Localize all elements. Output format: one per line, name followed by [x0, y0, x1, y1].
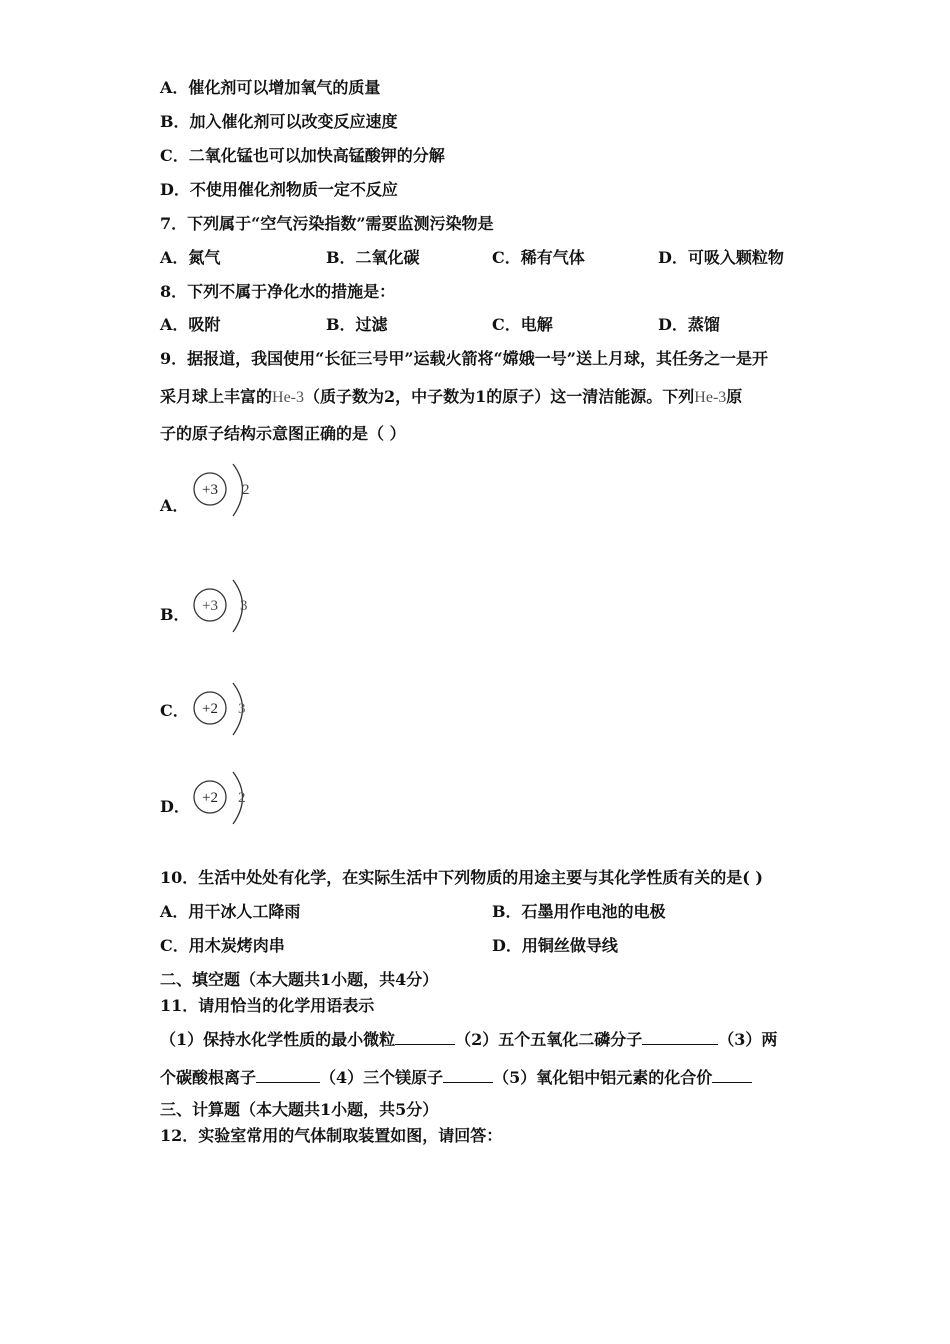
q6-option-b: B．加入催化剂可以改变反应速度 — [160, 112, 398, 131]
q8-stem: 8．下列不属于净化水的措施是： — [160, 282, 396, 301]
nucleus-charge: +3 — [202, 598, 218, 614]
he3-term: He-3 — [272, 389, 304, 406]
atom-diagram-d — [190, 766, 260, 828]
he3-term: He-3 — [694, 389, 727, 406]
q7-option-d: D．可吸入颗粒物 — [658, 248, 784, 267]
atom-diagram-a — [190, 458, 260, 520]
q9-line2-part-c: 原 — [726, 387, 743, 406]
q8-option-a: A．吸附 — [160, 315, 221, 334]
q9-option-b-label: B． — [160, 605, 190, 624]
q11-part1: （1）保持水化学性质的最小微粒 — [160, 1030, 396, 1049]
q11-line1 — [160, 1030, 777, 1050]
q11-part3: （3）两 — [718, 1030, 778, 1049]
electron-count: 3 — [240, 598, 248, 614]
answer-blank-4[interactable] — [443, 1068, 493, 1083]
nucleus-charge: +3 — [202, 482, 218, 498]
q10-option-d: D．用铜丝做导线 — [492, 936, 618, 955]
answer-blank-2[interactable] — [642, 1030, 718, 1045]
q10-option-c: C．用木炭烤肉串 — [160, 936, 285, 955]
q10-option-b: B．石墨用作电池的电极 — [492, 902, 666, 921]
q9-stem-line2 — [160, 387, 742, 408]
q9-option-c-label: C． — [160, 701, 189, 720]
q11-part5: （5）氧化铝中铝元素的化合价 — [493, 1068, 713, 1087]
q11-part4: （4）三个镁原子 — [320, 1068, 444, 1087]
q9-stem-line1: 9．据报道，我国使用“长征三号甲”运载火箭将“嫦娥一号”送上月球，其任务之一是开 — [160, 349, 768, 368]
q10-option-a: A．用干冰人工降雨 — [160, 902, 301, 921]
answer-blank-1[interactable] — [395, 1030, 455, 1045]
q6-option-c: C．二氧化锰也可以加快高锰酸钾的分解 — [160, 146, 445, 165]
q9-line2-part-a: 采月球上丰富的 — [160, 387, 273, 406]
nucleus-charge: +2 — [202, 701, 218, 717]
q7-option-c: C．稀有气体 — [492, 248, 585, 267]
answer-blank-5[interactable] — [712, 1068, 752, 1083]
answer-blank-3[interactable] — [256, 1068, 320, 1083]
electron-count: 2 — [238, 790, 246, 806]
q6-option-d: D．不使用催化剂物质一定不反应 — [160, 180, 398, 199]
q9-line2-part-b: （质子数为2，中子数为1的原子）这一清洁能源。下列 — [304, 387, 695, 406]
atom-diagram-b — [190, 574, 260, 636]
q11-line2 — [160, 1068, 752, 1088]
nucleus-charge: +2 — [202, 790, 218, 806]
q9-option-a-label: A． — [160, 496, 189, 515]
q7-option-b: B．二氧化碳 — [326, 248, 420, 267]
electron-count: 2 — [242, 482, 250, 498]
q9-stem-line3: 子的原子结构示意图正确的是（ ） — [160, 424, 406, 443]
q11-stem: 11．请用恰当的化学用语表示 — [160, 996, 375, 1015]
electron-count: 3 — [238, 701, 246, 717]
q10-stem: 10．生活中处处有化学，在实际生活中下列物质的用途主要与其化学性质有关的是( ) — [160, 868, 763, 887]
q8-option-d: D．蒸馏 — [658, 315, 720, 334]
q7-option-a: A．氮气 — [160, 248, 221, 267]
q8-option-b: B．过滤 — [326, 315, 388, 334]
section-3-heading: 三、计算题（本大题共1小题，共5分） — [160, 1100, 439, 1119]
q12-stem: 12．实验室常用的气体制取装置如图，请回答： — [160, 1126, 503, 1145]
q6-option-a: A．催化剂可以增加氧气的质量 — [160, 78, 381, 97]
q7-stem: 7．下列属于“空气污染指数”需要监测污染物是 — [160, 214, 494, 233]
q11-part3b: 个碳酸根离子 — [160, 1068, 257, 1087]
q9-option-d-label: D． — [160, 797, 190, 816]
atom-diagram-c — [190, 677, 260, 739]
q8-option-c: C．电解 — [492, 315, 553, 334]
section-2-heading: 二、填空题（本大题共1小题，共4分） — [160, 970, 439, 989]
q11-part2: （2）五个五氧化二磷分子 — [455, 1030, 643, 1049]
